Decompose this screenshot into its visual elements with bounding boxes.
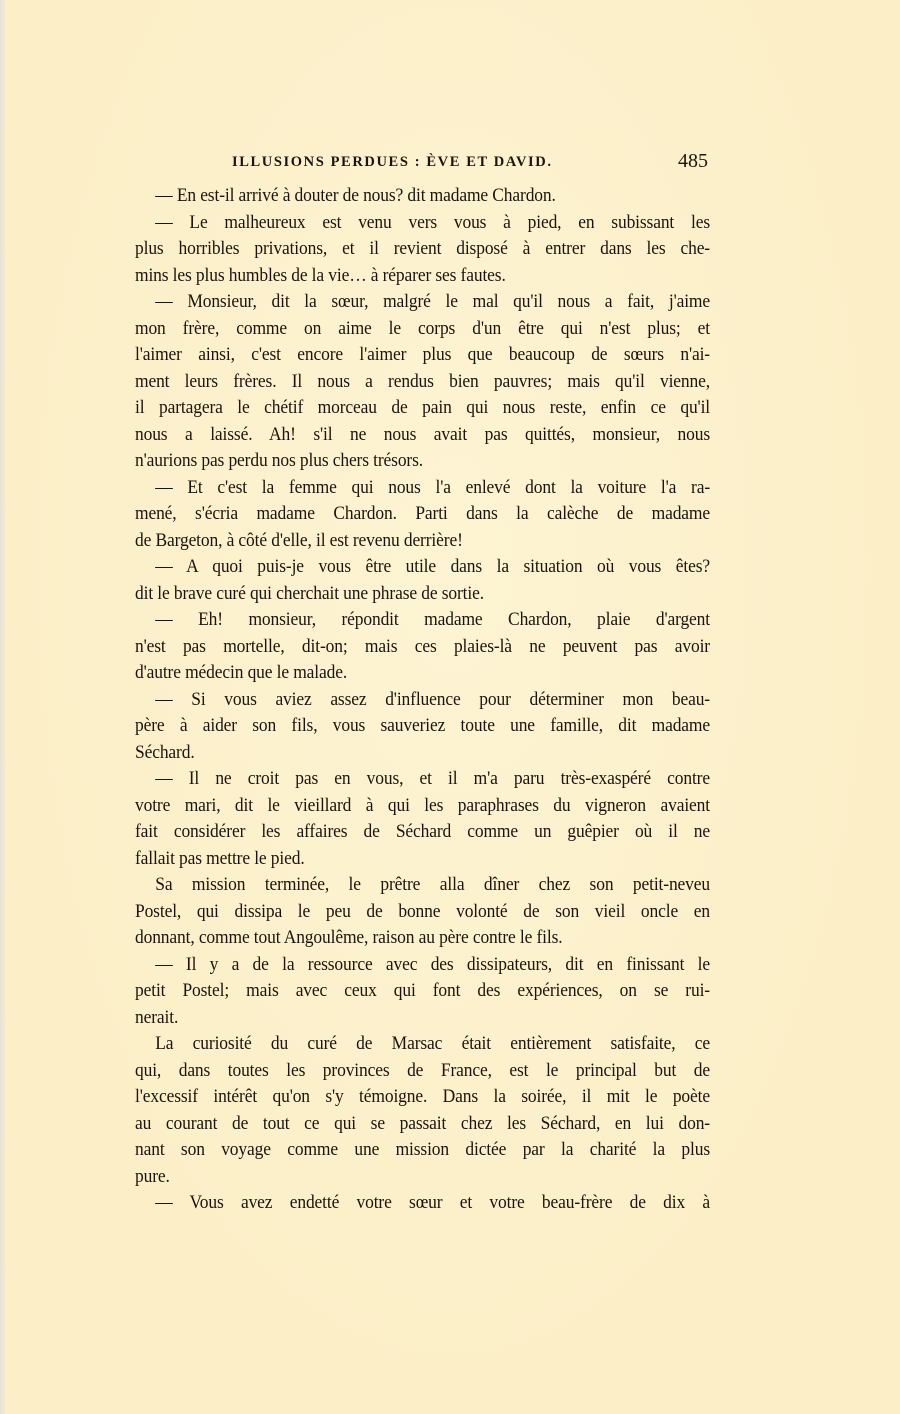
- text-line: — Il y a de la ressource avec des dissipateurs, dit en finissant le: [155, 953, 711, 975]
- text-line: ment leurs frères. Il nous a rendus bien pauvres; mais qu'il vienne,: [135, 370, 710, 392]
- text-line: pure.: [135, 1165, 170, 1187]
- text-line: — Il ne croit pas en vous, et il m'a paru très-exaspéré contre: [155, 768, 711, 789]
- text-line: nerait.: [135, 1006, 179, 1028]
- text-line: petit Postel; mais avec ceux qui font des expériences, on se rui-: [135, 980, 710, 1001]
- body-text: [135, 183, 710, 1217]
- text-line: — Vous avez endetté votre sœur et votre beau-frère de dix à: [155, 1192, 711, 1213]
- running-head-title: ILLUSIONS PERDUES : ÈVE ET DAVID.: [232, 154, 553, 170]
- text-line: de Bargeton, à côté d'elle, il est revenu derrière!: [135, 529, 463, 551]
- text-line: au courant de tout ce qui se passait chez les Séchard, en lui don-: [135, 1112, 710, 1134]
- text-line: mins les plus humbles de la vie… à réparer ses fautes.: [135, 264, 506, 286]
- text-line: — Et c'est la femme qui nous l'a enlevé dont la voiture l'a ra-: [155, 476, 711, 498]
- text-line: fait considérer les affaires de Séchard comme un guêpier où il ne: [135, 821, 710, 842]
- page-number: 485: [678, 150, 708, 172]
- text-line: n'aurions pas perdu nos plus chers trésors.: [135, 450, 424, 471]
- text-line: d'autre médecin que le malade.: [135, 662, 348, 683]
- text-line: — Le malheureux est venu vers vous à pied, en subissant les: [155, 211, 711, 233]
- text-line: — A quoi puis-je vous être utile dans la situation où vous êtes?: [155, 556, 711, 577]
- text-line: fallait pas mettre le pied.: [135, 847, 305, 869]
- text-line: Séchard.: [135, 741, 195, 763]
- text-line: La curiosité du curé de Marsac était entièrement satisfaite, ce: [155, 1033, 711, 1054]
- text-line: n'est pas mortelle, dit-on; mais ces plaies-là ne peuvent pas avoir: [135, 635, 710, 657]
- text-line: — En est-il arrivé à douter de nous? dit madame Chardon.: [155, 185, 556, 206]
- text-line: mon frère, comme on aime le corps d'un être qui n'est plus; et: [135, 317, 710, 339]
- text-line: père à aider son fils, vous sauveriez toute une famille, dit madame: [135, 715, 710, 736]
- text-line: plus horribles privations, et il revient disposé à entrer dans les che-: [135, 238, 710, 259]
- text-line: Postel, qui dissipa le peu de bonne volonté de son vieil oncle en: [135, 900, 710, 922]
- text-line: dit le brave curé qui cherchait une phrase de sortie.: [135, 582, 484, 604]
- text-line: Sa mission terminée, le prêtre alla dîner chez son petit-neveu: [155, 874, 711, 895]
- text-line: — Monsieur, dit la sœur, malgré le mal qu'il nous a fait, j'aime: [155, 291, 711, 312]
- text-line: — Eh! monsieur, répondit madame Chardon, plaie d'argent: [155, 609, 711, 630]
- text-line: il partagera le chétif morceau de pain qui nous reste, enfin ce qu'il: [135, 397, 710, 418]
- text-line: l'aimer ainsi, c'est encore l'aimer plus que beaucoup de sœurs n'ai-: [135, 344, 710, 365]
- running-head: [232, 150, 712, 176]
- text-line: donnant, comme tout Angoulême, raison au père contre le fils.: [135, 927, 563, 948]
- text-line: l'excessif intérêt qu'on s'y témoigne. Dans la soirée, il mit le poète: [135, 1086, 710, 1107]
- text-line: nous a laissé. Ah! s'il ne nous avait pas quittés, monsieur, nous: [135, 423, 710, 445]
- text-line: — Si vous aviez assez d'influence pour déterminer mon beau-: [155, 688, 711, 710]
- text-line: votre mari, dit le vieillard à qui les paraphrases du vigneron avaient: [135, 794, 710, 816]
- text-line: nant son voyage comme une mission dictée par la charité la plus: [135, 1139, 710, 1160]
- text-line: mené, s'écria madame Chardon. Parti dans la calèche de madame: [135, 503, 710, 524]
- text-line: qui, dans toutes les provinces de France, est le principal but de: [135, 1059, 710, 1081]
